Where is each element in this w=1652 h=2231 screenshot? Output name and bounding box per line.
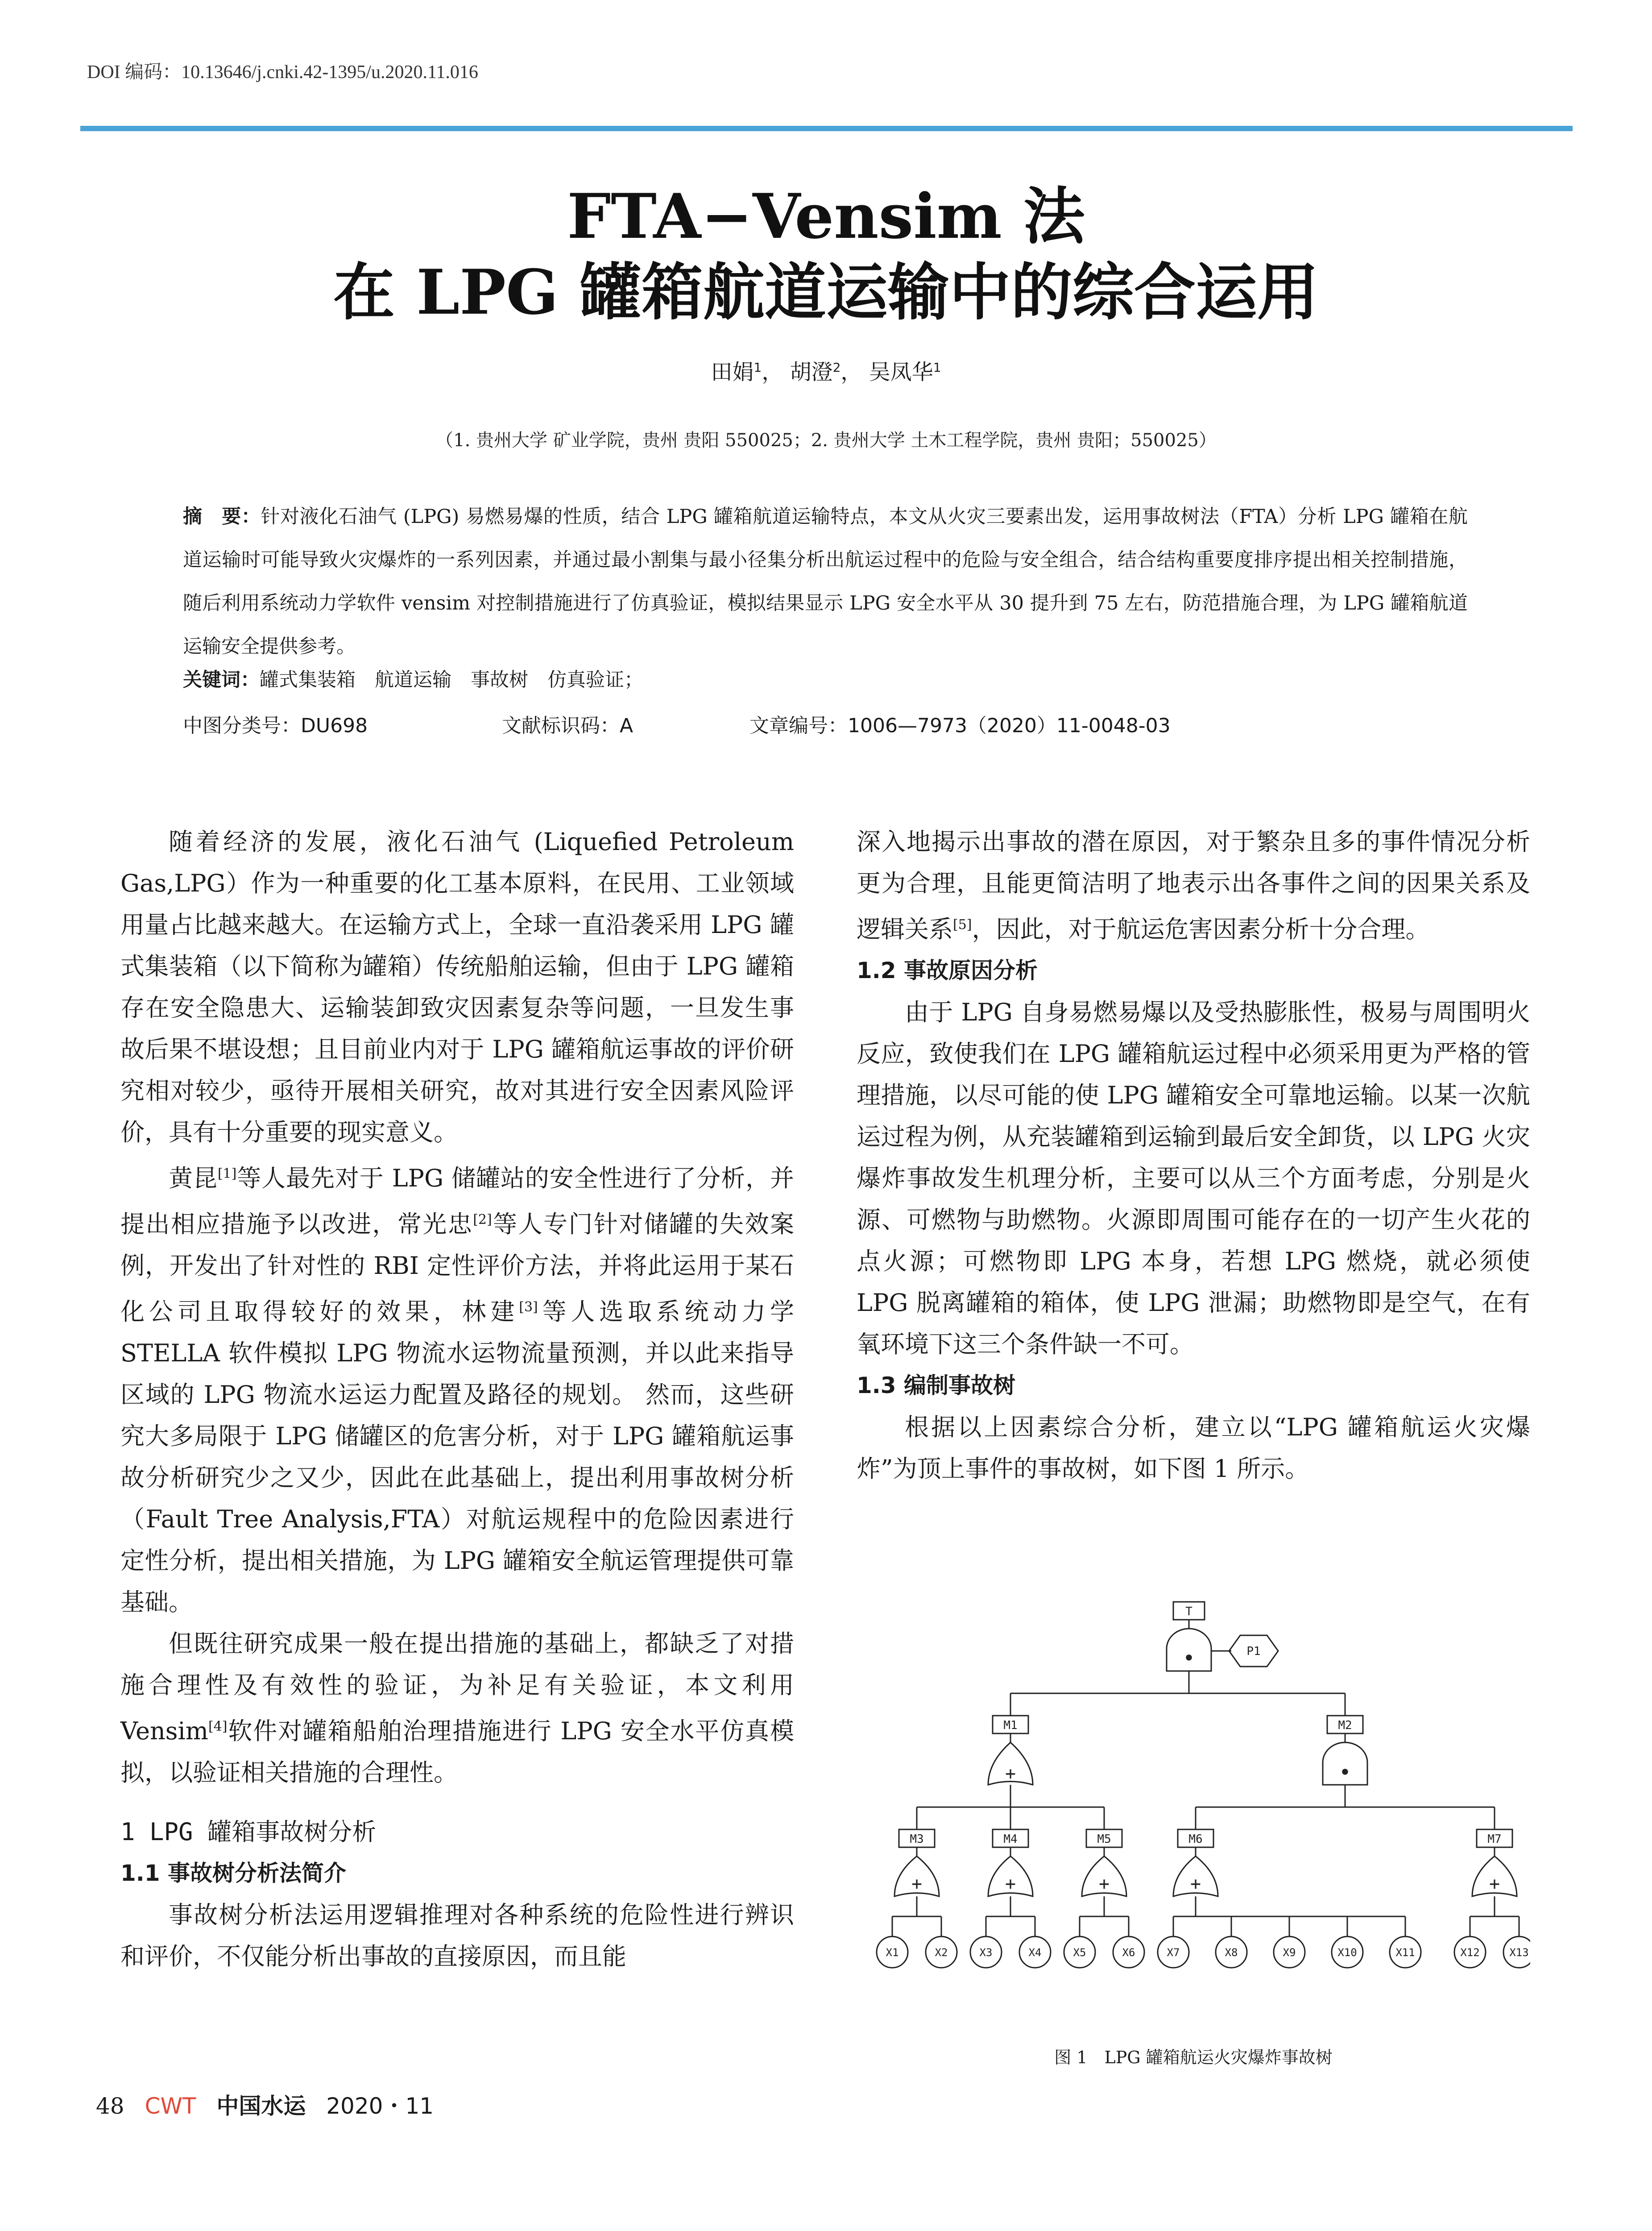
keywords bbox=[183, 665, 1468, 692]
sub-event-label: M7 bbox=[1487, 1833, 1502, 1846]
and-gate-symbol: • bbox=[1339, 1760, 1351, 1784]
page-footer bbox=[96, 2088, 447, 2120]
text-run: 等人选取系统动力学 STELLA 软件模拟 LPG 物流水运物流量预测，并以此来指导区域的 LPG 物流水运运力配置及路径的规划。 然而，这些研究大多局限于 LPG 储罐区的危害分析，对于 LPG 罐箱航运事故分析研究少之又少，因此在此基础上，提出利用事故树分析（Fault Tree Analysis,FTA）对航运规程中的危险因素进行定性分析，提出相关措施，为 LPG 罐箱安全航运管理提供可靠基础。 bbox=[120, 1298, 795, 1616]
page-number: 48 bbox=[96, 2093, 124, 2119]
journal-issue: 2020・11 bbox=[326, 2093, 434, 2119]
basic-event-label: X10 bbox=[1337, 1946, 1357, 1959]
basic-event-label: X7 bbox=[1167, 1946, 1180, 1959]
doi-line: DOI 编码：10.13646/j.cnki.42-1395/u.2020.11.016 bbox=[87, 62, 478, 83]
paragraph: 随着经济的发展，液化石油气 (Liquefied Petroleum Gas,LPG）作为一种重要的化工基本原料，在民用、工业领域用量占比越来越大。在运输方式上，全球一直沿袭采用 LPG 罐式集装箱（以下简称为罐箱）传统船舶运输，但由于 LPG 罐箱存在安全隐患大、运输装卸致灾因素复杂等问题，一旦发生事故后果不堪设想；且目前业内对于 LPG 罐箱航运事故的评价研究相对较少，亟待开展相关研究，故对其进行安全因素风险评价，具有十分重要的现实意义。 bbox=[120, 828, 794, 1146]
header-rule bbox=[80, 126, 1573, 131]
text-run: 但既往研究成果一般在提出措施的基础上，都缺乏了对措施合理性及有效性的验证，为补足有关验证，本文利用 Vensim bbox=[120, 1630, 794, 1745]
journal-logo-cwt: CWT bbox=[145, 2093, 196, 2119]
condition-label: P1 bbox=[1246, 1645, 1261, 1658]
text-run: 软件对罐箱船舶治理措施进行 LPG 安全水平仿真模拟，以验证相关措施的合理性。 bbox=[120, 1717, 794, 1787]
basic-event-label: X6 bbox=[1122, 1946, 1135, 1959]
sub-event-label: M3 bbox=[910, 1833, 924, 1846]
article-number: 文章编号：1006—7973（2020）11-0048-03 bbox=[749, 714, 1171, 737]
sub-event-label: M5 bbox=[1097, 1833, 1111, 1846]
figure-caption: 图 1 LPG 罐箱航运火灾爆炸事故树 bbox=[1054, 2048, 1333, 2067]
sub-event-label: M4 bbox=[1003, 1833, 1018, 1846]
or-gate-symbol: + bbox=[911, 1874, 923, 1894]
basic-event-label: X5 bbox=[1073, 1946, 1086, 1959]
clc-number: 中图分类号：DU698 bbox=[183, 714, 368, 737]
document-code: 文献标识码：A bbox=[502, 714, 633, 737]
mid-event-label: M1 bbox=[1003, 1719, 1018, 1732]
paragraph: 事故树分析法运用逻辑推理对各种系统的危险性进行辨识和评价，不仅能分析出事故的直接原因，而且能 bbox=[120, 1901, 794, 1970]
basic-event-label: X2 bbox=[935, 1946, 948, 1959]
or-gate-symbol: + bbox=[1005, 1874, 1016, 1894]
text-run: 等人专门针对储罐的失效案例，开发出了针对性的 RBI 定性评价方法，并将此运用于某石化公司且取得较好的效果，林建 bbox=[120, 1210, 795, 1326]
basic-event-label: X3 bbox=[979, 1946, 993, 1959]
and-gate-symbol: • bbox=[1183, 1646, 1195, 1670]
citation: [2] bbox=[473, 1212, 492, 1227]
citation: [1] bbox=[217, 1166, 237, 1182]
paragraph bbox=[857, 821, 1530, 950]
paragraph: 根据以上因素综合分析，建立以“LPG 罐箱航运火灾爆炸”为顶上事件的事故树，如下图 1 所示。 bbox=[857, 1413, 1530, 1483]
citation: [5] bbox=[953, 917, 972, 933]
basic-event-label: X9 bbox=[1283, 1946, 1296, 1959]
basic-event-label: X11 bbox=[1395, 1946, 1415, 1959]
or-gate-symbol: + bbox=[1489, 1874, 1500, 1894]
author-name: 吴凤华 bbox=[869, 360, 933, 385]
citation: [3] bbox=[519, 1299, 538, 1315]
paragraph bbox=[120, 1153, 794, 1623]
text-run: ，因此，对于航运危害因素分析十分合理。 bbox=[972, 915, 1430, 943]
section-heading: 1 LPG 罐箱事故树分析 bbox=[120, 1818, 377, 1846]
subsection-heading: 1.3 编制事故树 bbox=[857, 1373, 1015, 1398]
abstract-label: 摘 要： bbox=[183, 506, 261, 528]
text-run: 深入地揭示出事故的潜在原因，对于繁杂且多的事件情况分析更为合理，且能更简洁明了地表示出各事件之间的因果关系及逻辑关系 bbox=[857, 828, 1530, 943]
top-event-label: T bbox=[1185, 1605, 1192, 1618]
author-mark: 2 bbox=[832, 360, 841, 375]
keywords-text: 罐式集装箱 航道运输 事故树 仿真验证； bbox=[260, 669, 643, 691]
sub-event-label: M6 bbox=[1188, 1833, 1203, 1846]
title-line-1: FTA−Vensim 法 bbox=[567, 180, 1085, 253]
mid-event-label: M2 bbox=[1338, 1719, 1352, 1732]
or-gate-symbol: + bbox=[1190, 1874, 1201, 1894]
basic-event-label: X8 bbox=[1225, 1946, 1238, 1959]
basic-event-label: X1 bbox=[886, 1946, 899, 1959]
left-column bbox=[120, 821, 794, 1977]
abstract bbox=[183, 495, 1468, 668]
author-mark: 1 bbox=[933, 360, 941, 375]
basic-event-label: X4 bbox=[1028, 1946, 1042, 1959]
fault-tree-figure bbox=[857, 1588, 1530, 2017]
keywords-label: 关键词： bbox=[183, 669, 260, 691]
subsection-heading: 1.1 事故树分析法简介 bbox=[120, 1860, 346, 1886]
title-line-2: 在 LPG 罐箱航道运输中的综合运用 bbox=[333, 256, 1319, 328]
affiliation: （1. 贵州大学 矿业学院，贵州 贵阳 550025；2. 贵州大学 土木工程学院，贵州 贵阳；550025） bbox=[435, 430, 1217, 451]
or-gate-symbol: + bbox=[1005, 1763, 1016, 1784]
author-mark: 1 bbox=[754, 360, 762, 375]
abstract-text: 针对液化石油气 (LPG) 易燃易爆的性质，结合 LPG 罐箱航道运输特点，本文从火灾三要素出发，运用事故树法（FTA）分析 LPG 罐箱在航道运输时可能导致火灾爆炸的一系列因素，并通过最小割集与最小径集分析出航运过程中的危险与安全组合，结合结构重要度排序提出相关控制措施，随后利用系统动力学软件 vensim 对控制措施进行了仿真验证，模拟结果显示 LPG 安全水平从 30 提升到 75 左右，防范措施合理，为 LPG 罐箱航道运输安全提供参考。 bbox=[183, 506, 1468, 658]
paragraph bbox=[120, 1623, 794, 1793]
journal-name: 中国水运 bbox=[216, 2093, 306, 2119]
subsection-heading: 1.2 事故原因分析 bbox=[857, 958, 1038, 983]
author-name: 田娟 bbox=[711, 360, 754, 385]
paragraph: 由于 LPG 自身易燃易爆以及受热膨胀性，极易与周围明火反应，致使我们在 LPG 罐箱航运过程中必须采用更为严格的管理措施，以尽可能的使 LPG 罐箱安全可靠地运输。以某一次航运过程为例，从充装罐箱到运输到最后安全卸货，以 LPG 火灾爆炸事故发生机理分析，主要可以从三个方面考虑，分别是火源、可燃物与助燃物。火源即周围可能存在的一切产生火花的点火源；可燃物即 LPG 本身，若想 LPG 燃烧，就必须使 LPG 脱离罐箱的箱体，使 LPG 泄漏；助燃物即是空气，在有氧环境下这三个条件缺一不可。 bbox=[857, 998, 1530, 1358]
text-run: 黄昆 bbox=[169, 1164, 218, 1192]
right-column bbox=[857, 821, 1530, 1489]
or-gate-symbol: + bbox=[1098, 1874, 1110, 1894]
basic-event-label: X12 bbox=[1460, 1946, 1480, 1959]
author-name: 胡澄 bbox=[790, 360, 833, 385]
authors: 田娟$^1$， 胡澄$^2$， 吴凤华$^1$ bbox=[711, 360, 941, 385]
basic-event-label: X13 bbox=[1509, 1946, 1529, 1959]
text-run: 等人最先对于 LPG 储罐站的安全性进行了分析，并提出相应措施予以改进，常光忠 bbox=[120, 1164, 794, 1238]
citation: [4] bbox=[208, 1719, 228, 1734]
